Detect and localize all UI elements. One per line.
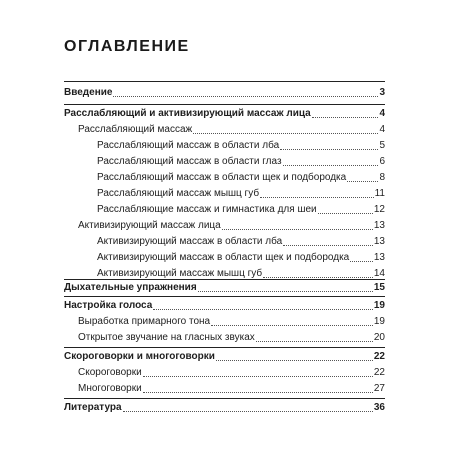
toc-entry[interactable] [97, 268, 385, 280]
toc-page-number: 22 [373, 351, 385, 362]
toc-page-number: 19 [373, 316, 385, 327]
toc-entry-label: Активизирующий массаж мышц губ [97, 268, 263, 279]
toc-page-number: 4 [379, 108, 385, 119]
toc-entry[interactable] [64, 282, 385, 294]
toc-leader [283, 165, 379, 166]
toc-page-number: 5 [379, 140, 385, 151]
toc-entry[interactable] [97, 252, 385, 264]
page-title: ОГЛАВЛЕНИЕ [64, 38, 190, 55]
toc-leader [280, 149, 378, 150]
toc-entry[interactable] [97, 140, 385, 152]
toc-page-number: 20 [373, 332, 385, 343]
toc-page-number: 22 [373, 367, 385, 378]
toc-leader [123, 411, 373, 412]
toc-entry-label: Скороговорки и многоговорки [64, 351, 215, 362]
toc-page-number: 4 [379, 124, 385, 135]
toc-entry[interactable] [64, 300, 385, 312]
toc-entry[interactable] [97, 204, 385, 216]
toc-leader [143, 392, 373, 393]
toc-entry[interactable] [78, 316, 385, 328]
toc-page-number: 15 [373, 282, 385, 293]
toc-page-number: 11 [374, 188, 385, 199]
toc-entry[interactable] [78, 220, 385, 232]
toc-entry-label: Открытое звучание на гласных звуках [78, 332, 255, 343]
toc-entry-label: Активизирующий массаж в области щек и подбородка [97, 252, 350, 263]
toc-page-number: 14 [373, 268, 385, 279]
toc-leader [153, 309, 373, 310]
toc-leader [312, 117, 379, 118]
toc-entry-label: Расслабляющий массаж в области щек и подбородка [97, 172, 347, 183]
toc-entry[interactable] [64, 87, 385, 99]
toc-entry[interactable] [97, 236, 385, 248]
toc-entry-label: Литература [64, 402, 122, 413]
toc-entry-label: Расслабляющие массаж и гимнастика для шеи [97, 204, 317, 215]
toc-page-number: 12 [373, 204, 385, 215]
toc-entry-label: Расслабляющий массаж в области глаз [97, 156, 282, 167]
toc-entry-label: Расслабляющий массаж в области лба [97, 140, 280, 151]
toc-entry-label: Дыхательные упражнения [64, 282, 197, 293]
toc-leader [222, 229, 373, 230]
toc-leader [260, 197, 374, 198]
toc-entry-label: Скороговорки [78, 367, 142, 378]
toc-page-number: 13 [373, 252, 385, 263]
toc-page-number: 6 [379, 156, 385, 167]
toc-entry[interactable] [64, 351, 385, 363]
toc-entry[interactable] [64, 402, 385, 414]
toc-entry-label: Расслабляющий массаж [78, 124, 193, 135]
toc-leader [216, 360, 373, 361]
toc-leader [318, 213, 373, 214]
toc-page-number: 19 [373, 300, 385, 311]
toc-leader [263, 277, 373, 278]
toc-leader [193, 133, 378, 134]
toc-leader [198, 291, 373, 292]
toc-entry-label: Введение [64, 87, 113, 98]
toc-leader [256, 341, 373, 342]
toc-entry-label: Многоговорки [78, 383, 142, 394]
toc-entry[interactable] [97, 156, 385, 168]
toc-page-number: 27 [373, 383, 385, 394]
toc-entry[interactable] [97, 188, 385, 200]
toc-entry[interactable] [97, 172, 385, 184]
toc-entry-label: Выработка примарного тона [78, 316, 211, 327]
toc-leader [347, 181, 378, 182]
toc-entry[interactable] [64, 108, 385, 120]
toc-entry[interactable] [78, 367, 385, 379]
toc-entry-label: Расслабляющий и активизирующий массаж лица [64, 108, 311, 119]
toc-entry[interactable] [78, 383, 385, 395]
toc-page-number: 8 [379, 172, 385, 183]
toc-entry-label: Расслабляющий массаж мышц губ [97, 188, 260, 199]
toc-entry-label: Активизирующий массаж в области лба [97, 236, 283, 247]
toc-leader [283, 245, 373, 246]
toc-leader [143, 376, 373, 377]
toc-page-number: 36 [373, 402, 385, 413]
toc-page-number: 13 [373, 236, 385, 247]
toc-page-number: 13 [373, 220, 385, 231]
toc-entry[interactable] [78, 332, 385, 344]
toc-leader [211, 325, 373, 326]
toc-leader [113, 96, 378, 97]
toc-page-number: 3 [379, 87, 385, 98]
toc-entry[interactable] [78, 124, 385, 136]
toc-leader [350, 261, 373, 262]
toc-entry-label: Настройка голоса [64, 300, 153, 311]
toc-entry-label: Активизирующий массаж лица [78, 220, 221, 231]
